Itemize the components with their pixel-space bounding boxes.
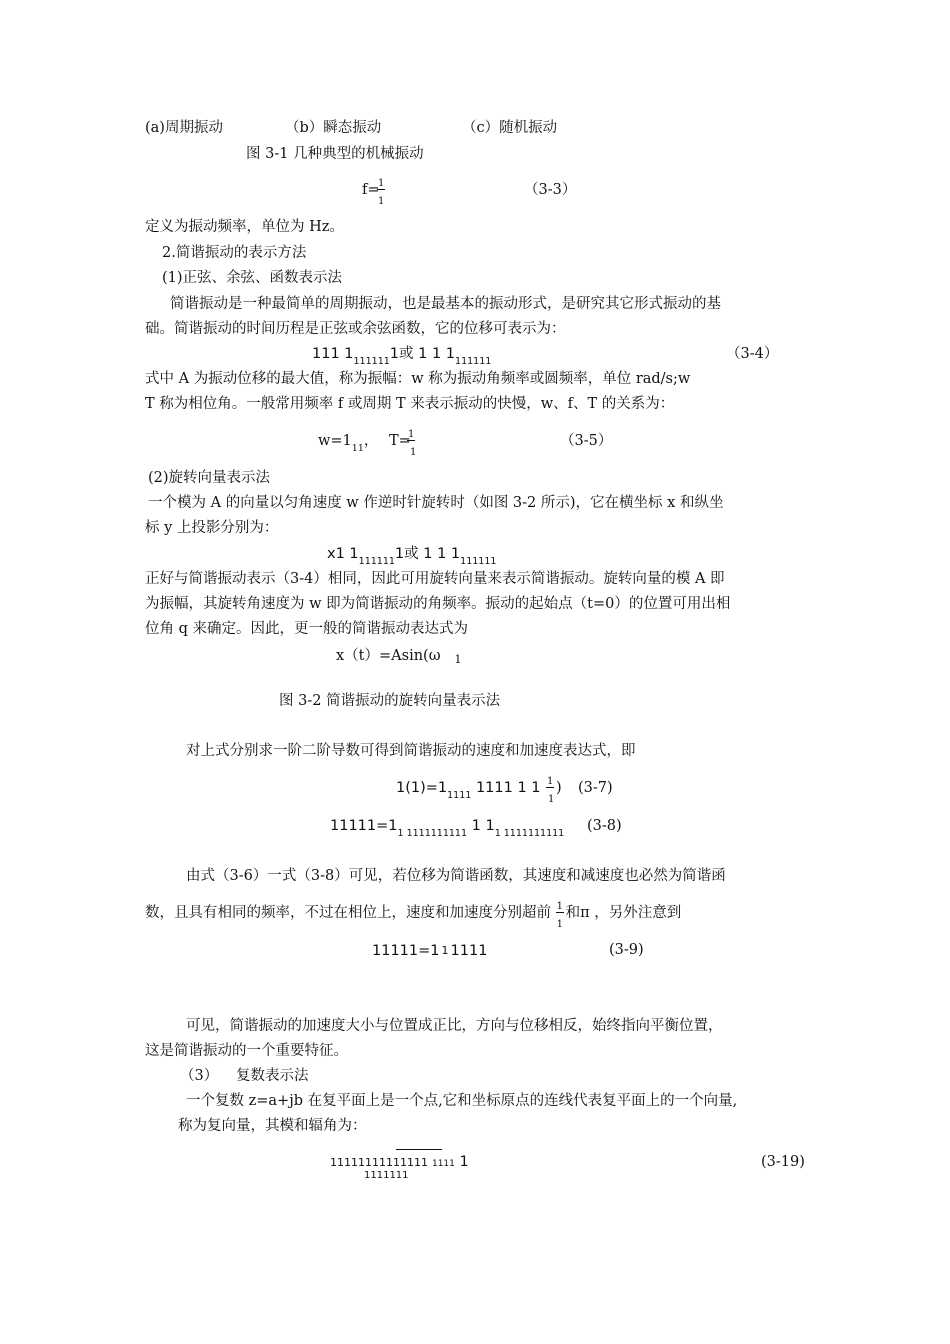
equation-general <box>336 647 462 666</box>
eq-general-tail: 1 <box>454 653 462 666</box>
inline-fraction <box>556 901 566 930</box>
eq36-sub: 111111 <box>460 556 497 567</box>
paragraph-line: 称为复向量，其模和辐角为： <box>178 1118 367 1134</box>
eq37-denominator: 1 <box>548 794 555 805</box>
paragraph-line: 对上式分别求一阶二阶导数可得到简谐振动的速度和加速度表达式，即 <box>186 743 636 759</box>
eq35-sub: 11 <box>351 443 364 454</box>
eq35-label: （3-5） <box>560 433 613 449</box>
eq39-part: 11111=1 <box>372 943 440 959</box>
eq319-part: 1111 <box>431 1159 455 1169</box>
eq34-sub: 111111 <box>455 356 492 367</box>
paragraph-text: 数，且具有相同的频率，不过在相位上，速度和加速度分别超前 <box>145 905 551 921</box>
eq36-part: 1 1 1 <box>423 546 461 562</box>
paragraph-line: 可见，简谐振动的加速度大小与位置成正比，方向与位移相反，始终指向平衡位置， <box>186 1018 723 1034</box>
eq36-sub: 111111 <box>358 556 395 567</box>
paragraph-line: 为振幅，其旋转角速度为 w 即为简谐振动的角频率。振动的起始点（t=0）的位置可用出相 <box>145 596 731 612</box>
section-heading-2-1: (1)正弦、余弦、函数表示法 <box>162 270 343 286</box>
section-heading-2-3: 复数表示法 <box>236 1068 309 1084</box>
eq38-sub: 1 1111111111 <box>494 828 565 839</box>
paragraph-line: 由式（3-6）一式（3-8）可见，若位移为简谐函数，其速度和减速度也必然为简谐函 <box>186 868 726 884</box>
eq37-part: 1(1)=1 <box>396 780 448 796</box>
paragraph-line: T 称为相位角。一般常用频率 f 或周期 T 来表示振动的快慢，w、f、T 的关系为： <box>145 396 675 412</box>
eq34-part: 111 1 <box>312 346 354 362</box>
inline-fraction-numerator: 1 <box>556 901 563 912</box>
eq35-numerator: 1 <box>408 429 415 440</box>
eq36-or: 或 <box>404 546 419 562</box>
eq35-comma: ， <box>363 433 379 449</box>
paragraph-line: 式中 A 为振动位移的最大值，称为振幅：w 称为振动角频率或圆频率，单位 rad/s;w <box>145 371 691 387</box>
eq37-sub: 1111 <box>447 790 472 801</box>
eq34-part: 1 1 1 <box>418 346 456 362</box>
eq39-part: 1 <box>441 944 449 957</box>
eq37-numerator: 1 <box>547 776 554 787</box>
fig1-title: 图 3-1 几种典型的机械振动 <box>246 146 424 162</box>
paragraph-text: 和π ，另外注意到 <box>565 905 682 921</box>
paragraph-line: 标 y 上投影分别为： <box>145 520 279 536</box>
inline-fraction-denominator: 1 <box>556 919 563 930</box>
eq319-part: 11111111111111 <box>330 1156 428 1169</box>
eq36-part: 1 <box>394 546 405 562</box>
paragraph-line: 一个模为 A 的向量以匀角速度 w 作逆时针旋转时（如图 3-2 所示)，它在横坐标 x 和纵坐 <box>148 495 724 511</box>
eq34-part: 1 <box>389 346 400 362</box>
section-heading-2-2: (2)旋转向量表示法 <box>148 470 271 486</box>
eq33-label: （3-3） <box>524 182 577 198</box>
eq319-radical-bar <box>396 1149 442 1150</box>
eq36-part: x1 1 <box>327 546 359 562</box>
eq33-denominator: 1 <box>378 196 385 207</box>
fig1-caption-a: (a)周期振动 <box>145 120 223 136</box>
eq37-close: ) <box>556 780 562 796</box>
paragraph-line: 这是简谐振动的一个重要特征。 <box>145 1043 348 1059</box>
paragraph-line: 础。简谐振动的时间历程是正弦或余弦函数，它的位移可表示为： <box>145 321 566 337</box>
eq35-lhs: T= <box>389 433 411 449</box>
eq38-label: (3-8) <box>587 818 622 834</box>
eq34-sub: 111111 <box>353 356 390 367</box>
eq37-label: (3-7) <box>578 780 613 796</box>
fig1-caption-b: （b）瞬态振动 <box>285 120 382 136</box>
eq35-part: w=1 <box>318 433 352 449</box>
equation-3-6 <box>327 545 496 565</box>
eq38-sub: 1 1111111111 <box>397 828 468 839</box>
eq37-part: 1111 1 1 <box>475 780 541 796</box>
section-heading-2: 2.简谐振动的表示方法 <box>162 245 307 261</box>
eq33-numerator: 1 <box>378 178 385 189</box>
paragraph-line-with-fraction <box>145 901 682 930</box>
eq319-part: 1 <box>454 1154 469 1170</box>
fig1-caption-c: （c）随机振动 <box>462 120 558 136</box>
paragraph-line: 位角 q 来确定。因此，更一般的简谐振动表达式为 <box>145 621 468 637</box>
paragraph-frequency: 定义为振动频率，单位为 Hz。 <box>145 219 344 235</box>
eq33-lhs: f= <box>362 182 380 198</box>
eq34-or: 或 <box>399 346 414 362</box>
eq-general-text: x（t）=Asin(ω <box>336 648 441 664</box>
eq319-label: (3-19) <box>761 1154 805 1170</box>
eq39-part: 1111 <box>450 943 488 959</box>
eq34-label: （3-4） <box>726 346 779 362</box>
eq38-part: 11111=1 <box>330 818 398 834</box>
paragraph-line: 一个复数 z=a+jb 在复平面上是一个点,它和坐标原点的连线代表复平面上的一个向量, <box>186 1093 738 1109</box>
eq38-part: 1 1 <box>467 818 495 834</box>
eq319-denominator: 1111111 <box>364 1170 409 1181</box>
paragraph-line: 正好与简谐振动表示（3-4）相同，因此可用旋转向量来表示简谐振动。旋转向量的模 A 即 <box>145 571 725 587</box>
fig2-title: 图 3-2 简谐振动的旋转向量表示法 <box>279 693 501 709</box>
eq39-label: (3-9) <box>609 942 644 958</box>
paragraph-line: 简谐振动是一种最简单的周期振动，也是最基本的振动形式，是研究其它形式振动的基 <box>170 296 721 312</box>
eq35-denominator: 1 <box>410 447 417 458</box>
section-heading-2-3-number: （3） <box>180 1068 219 1084</box>
